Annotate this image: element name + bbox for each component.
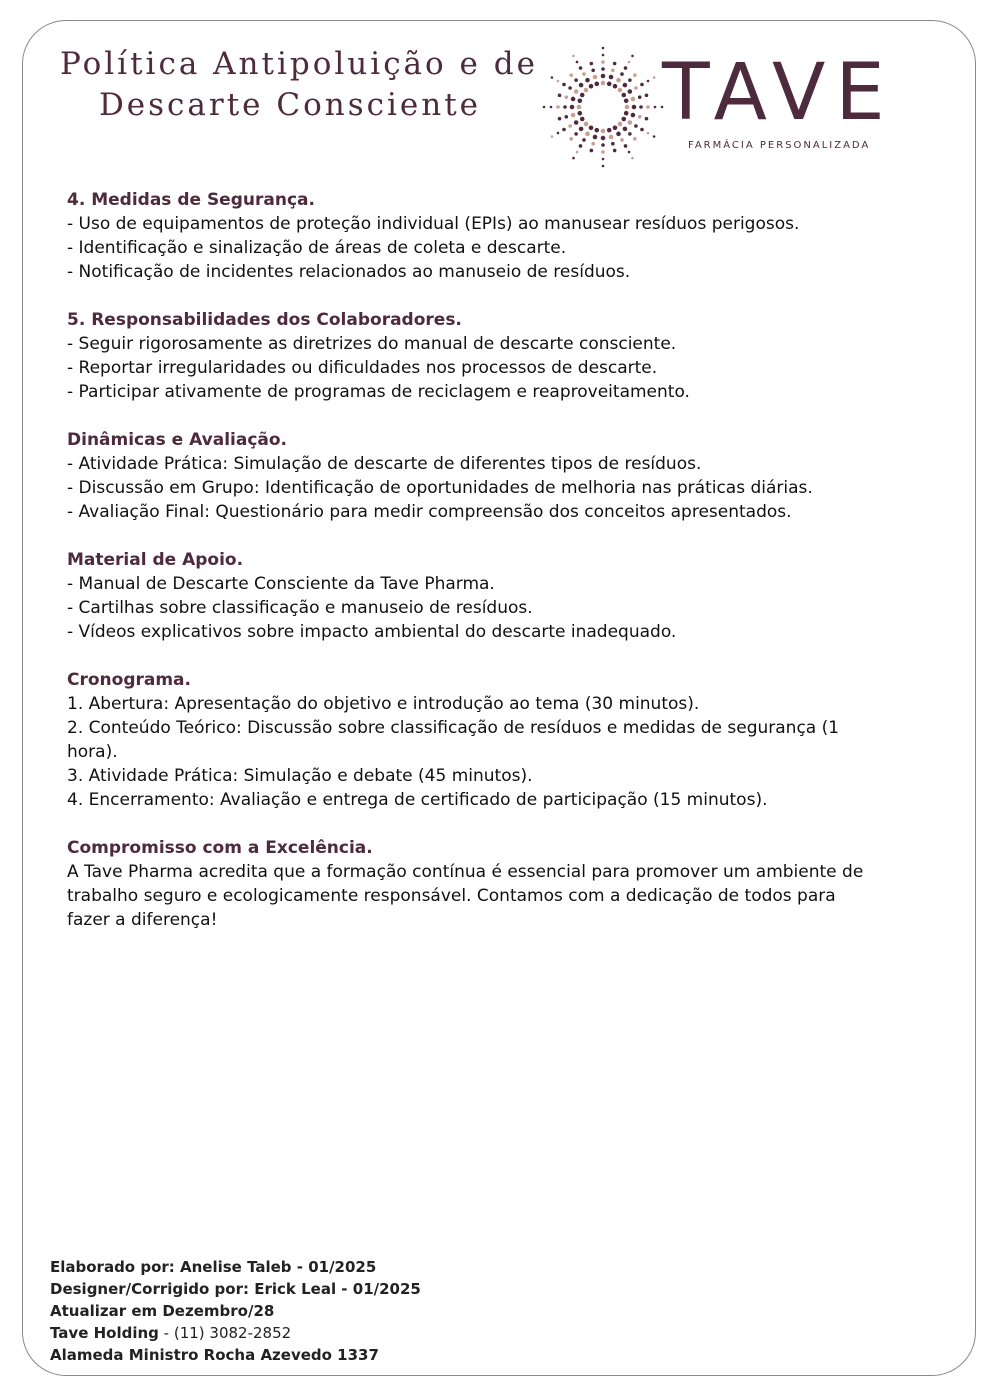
section-dynamics — [67, 428, 927, 524]
dotted-starburst-icon — [540, 44, 666, 170]
section-heading: Dinâmicas e Avaliação. — [67, 430, 288, 450]
burst-dot — [569, 73, 573, 77]
footer-company-line — [50, 1322, 421, 1344]
burst-dot — [613, 62, 617, 66]
burst-dot — [616, 132, 621, 137]
burst-dot — [590, 149, 594, 153]
document-body — [67, 188, 927, 956]
section-heading: Compromisso com a Excelência. — [67, 838, 373, 858]
document-footer — [50, 1256, 421, 1366]
burst-dot — [623, 127, 628, 132]
burst-dot — [639, 105, 643, 109]
burst-dot — [628, 120, 633, 125]
section-line: 3. Atividade Prática: Simulação e debate (45 minutos). — [67, 766, 533, 786]
burst-dot — [557, 80, 560, 83]
burst-dot — [628, 89, 633, 94]
burst-dot — [558, 117, 562, 121]
burst-dot — [564, 115, 568, 119]
burst-dot — [624, 98, 629, 103]
burst-dot — [618, 122, 623, 127]
burst-dot — [601, 74, 606, 79]
burst-dot — [609, 75, 614, 80]
burst-dot — [601, 129, 606, 134]
burst-dot — [572, 157, 575, 160]
burst-dot — [543, 106, 546, 109]
burst-dot — [625, 105, 630, 110]
burst-dot — [579, 127, 584, 132]
burst-dot — [602, 47, 605, 50]
burst-dot — [593, 75, 598, 80]
burst-dot — [577, 105, 582, 110]
burst-dot — [646, 105, 650, 109]
burst-dot — [607, 128, 612, 133]
burst-dot — [582, 72, 586, 76]
footer-designer: Designer/Corrigido por: Erick Leal - 01/2025 — [50, 1280, 421, 1298]
title-line-1: Política Antipoluição e de — [60, 46, 538, 82]
footer-address: Alameda Ministro Rocha Azevedo 1337 — [50, 1346, 379, 1364]
section-line: - Discussão em Grupo: Identificação de oportunidades de melhoria nas práticas diárias. — [67, 478, 813, 498]
burst-dot — [594, 82, 599, 87]
burst-dot — [585, 132, 590, 137]
burst-dot — [593, 135, 598, 140]
burst-dot — [601, 67, 605, 71]
burst-dot — [620, 72, 624, 76]
burst-dot — [563, 105, 567, 109]
burst-dot — [578, 98, 583, 103]
burst-dot — [601, 150, 605, 154]
burst-dot — [602, 165, 605, 168]
burst-dot — [579, 83, 584, 88]
footer-phone: - (11) 3082-2852 — [158, 1324, 292, 1342]
burst-dot — [602, 158, 605, 161]
section-heading: 4. Medidas de Segurança. — [67, 190, 315, 210]
burst-dot — [579, 66, 583, 70]
logo-wordmark: TAVE — [662, 48, 895, 138]
burst-dot — [582, 138, 586, 142]
section-line: - Reportar irregularidades ou dificuldades nos processos de descarte. — [67, 358, 658, 378]
burst-dot — [590, 62, 594, 66]
burst-dot — [621, 117, 626, 122]
section-line: - Participar ativamente de programas de reciclagem e reaproveitamento. — [67, 382, 690, 402]
burst-dot — [653, 135, 656, 138]
section-line: A Tave Pharma acredita que a formação contínua é essencial para promover um ambiente de — [67, 862, 864, 882]
burst-dot — [647, 132, 650, 135]
section-commitment — [67, 836, 927, 932]
section-line: 4. Encerramento: Avaliação e entrega de certificado de participação (15 minutos). — [67, 790, 768, 810]
burst-dot — [620, 138, 624, 142]
burst-dot — [601, 60, 605, 64]
burst-dot — [601, 143, 605, 147]
burst-dot — [568, 124, 572, 128]
burst-dot — [578, 111, 583, 116]
section-line: fazer a diferença! — [67, 910, 218, 930]
burst-dot — [580, 117, 585, 122]
burst-dot — [613, 84, 618, 89]
burst-dot — [633, 137, 637, 141]
burst-dot — [602, 54, 605, 57]
burst-dot — [621, 93, 626, 98]
burst-dot — [631, 97, 636, 102]
burst-dot — [645, 94, 649, 98]
burst-dot — [584, 122, 589, 127]
burst-dot — [579, 144, 583, 148]
section-line: - Cartilhas sobre classificação e manuseio de resíduos. — [67, 598, 533, 618]
burst-dot — [611, 142, 615, 146]
burst-dot — [647, 80, 650, 83]
burst-dot — [623, 83, 628, 88]
burst-dot — [591, 142, 595, 146]
burst-dot — [551, 135, 554, 138]
section-line: - Notificação de incidentes relacionados ao manuseio de resíduos. — [67, 262, 631, 282]
footer-update: Atualizar em Dezembro/28 — [50, 1302, 275, 1320]
burst-dot — [628, 132, 632, 136]
section-line: - Seguir rigorosamente as diretrizes do manual de descarte consciente. — [67, 334, 677, 354]
burst-dot — [631, 55, 634, 58]
section-line: - Manual de Descarte Consciente da Tave Pharma. — [67, 574, 495, 594]
burst-dot — [616, 78, 621, 83]
section-schedule — [67, 668, 927, 812]
burst-dot — [576, 61, 579, 64]
burst-dot — [645, 117, 649, 121]
burst-dot — [654, 106, 657, 109]
burst-dot — [562, 128, 566, 132]
section-line: trabalho seguro e ecologicamente responsável. Contamos com a dedicação de todos para — [67, 886, 836, 906]
burst-dot — [574, 78, 578, 82]
burst-dot — [653, 76, 656, 79]
burst-dot — [562, 83, 566, 87]
section-line: - Avaliação Final: Questionário para medir compreensão dos conceitos apresentados. — [67, 502, 792, 522]
section-support-material — [67, 548, 927, 644]
burst-dot — [574, 89, 579, 94]
section-line: - Atividade Prática: Simulação de descarte de diferentes tipos de resíduos. — [67, 454, 702, 474]
section-safety-measures — [67, 188, 927, 284]
burst-dot — [570, 105, 575, 110]
burst-dot — [631, 157, 634, 160]
burst-dot — [638, 115, 642, 119]
burst-dot — [634, 86, 638, 90]
burst-dot — [591, 68, 595, 72]
burst-dot — [569, 137, 573, 141]
burst-dot — [556, 105, 560, 109]
burst-dot — [574, 132, 578, 136]
burst-dot — [580, 93, 585, 98]
burst-dot — [550, 106, 553, 109]
burst-dot — [634, 124, 638, 128]
burst-dot — [564, 95, 568, 99]
burst-dot — [631, 113, 636, 118]
burst-dot — [571, 113, 576, 118]
burst-dot — [632, 105, 637, 110]
burst-dot — [624, 111, 629, 116]
burst-dot — [607, 82, 612, 87]
section-responsibilities — [67, 308, 927, 404]
burst-dot — [613, 125, 618, 130]
section-heading: Cronograma. — [67, 670, 191, 690]
burst-dot — [613, 149, 617, 153]
burst-dot — [618, 88, 623, 93]
burst-dot — [585, 78, 590, 83]
burst-dot — [633, 73, 637, 77]
burst-dot — [601, 81, 606, 86]
burst-dot — [589, 125, 594, 130]
burst-dot — [594, 128, 599, 133]
burst-dot — [628, 151, 631, 154]
burst-dot — [640, 128, 644, 132]
section-line: - Vídeos explicativos sobre impacto ambiental do descarte inadequado. — [67, 622, 677, 642]
burst-dot — [551, 76, 554, 79]
section-line: - Identificação e sinalização de áreas de coleta e descarte. — [67, 238, 567, 258]
tave-logo — [540, 44, 920, 174]
burst-dot — [558, 94, 562, 98]
burst-dot — [640, 83, 644, 87]
burst-dot — [571, 97, 576, 102]
document-title — [60, 44, 538, 126]
section-line: 1. Abertura: Apresentação do objetivo e introdução ao tema (30 minutos). — [67, 694, 700, 714]
footer-company: Tave Holding — [50, 1324, 159, 1342]
title-line-2: Descarte Consciente — [98, 87, 482, 123]
burst-dot — [624, 66, 628, 70]
burst-dot — [628, 61, 631, 64]
section-heading: Material de Apoio. — [67, 550, 244, 570]
burst-dot — [601, 136, 606, 141]
burst-dot — [624, 144, 628, 148]
section-heading: 5. Responsabilidades dos Colaboradores. — [67, 310, 462, 330]
burst-dot — [557, 132, 560, 135]
burst-dot — [568, 86, 572, 90]
burst-dot — [572, 55, 575, 58]
burst-dot — [576, 151, 579, 154]
section-line: hora). — [67, 742, 118, 762]
footer-prepared-by: Elaborado por: Anelise Taleb - 01/2025 — [50, 1258, 377, 1276]
burst-dot — [609, 135, 614, 140]
section-line: 2. Conteúdo Teórico: Discussão sobre classificação de resíduos e medidas de segurança (1 — [67, 718, 840, 738]
burst-dot — [574, 120, 579, 125]
logo-tagline: FARMÁCIA PERSONALIZADA — [688, 140, 871, 151]
burst-dot — [584, 88, 589, 93]
burst-dot — [589, 84, 594, 89]
section-line: - Uso de equipamentos de proteção individual (EPIs) ao manusear resíduos perigosos. — [67, 214, 800, 234]
burst-dot — [611, 68, 615, 72]
burst-dot — [638, 95, 642, 99]
burst-dot — [628, 78, 632, 82]
